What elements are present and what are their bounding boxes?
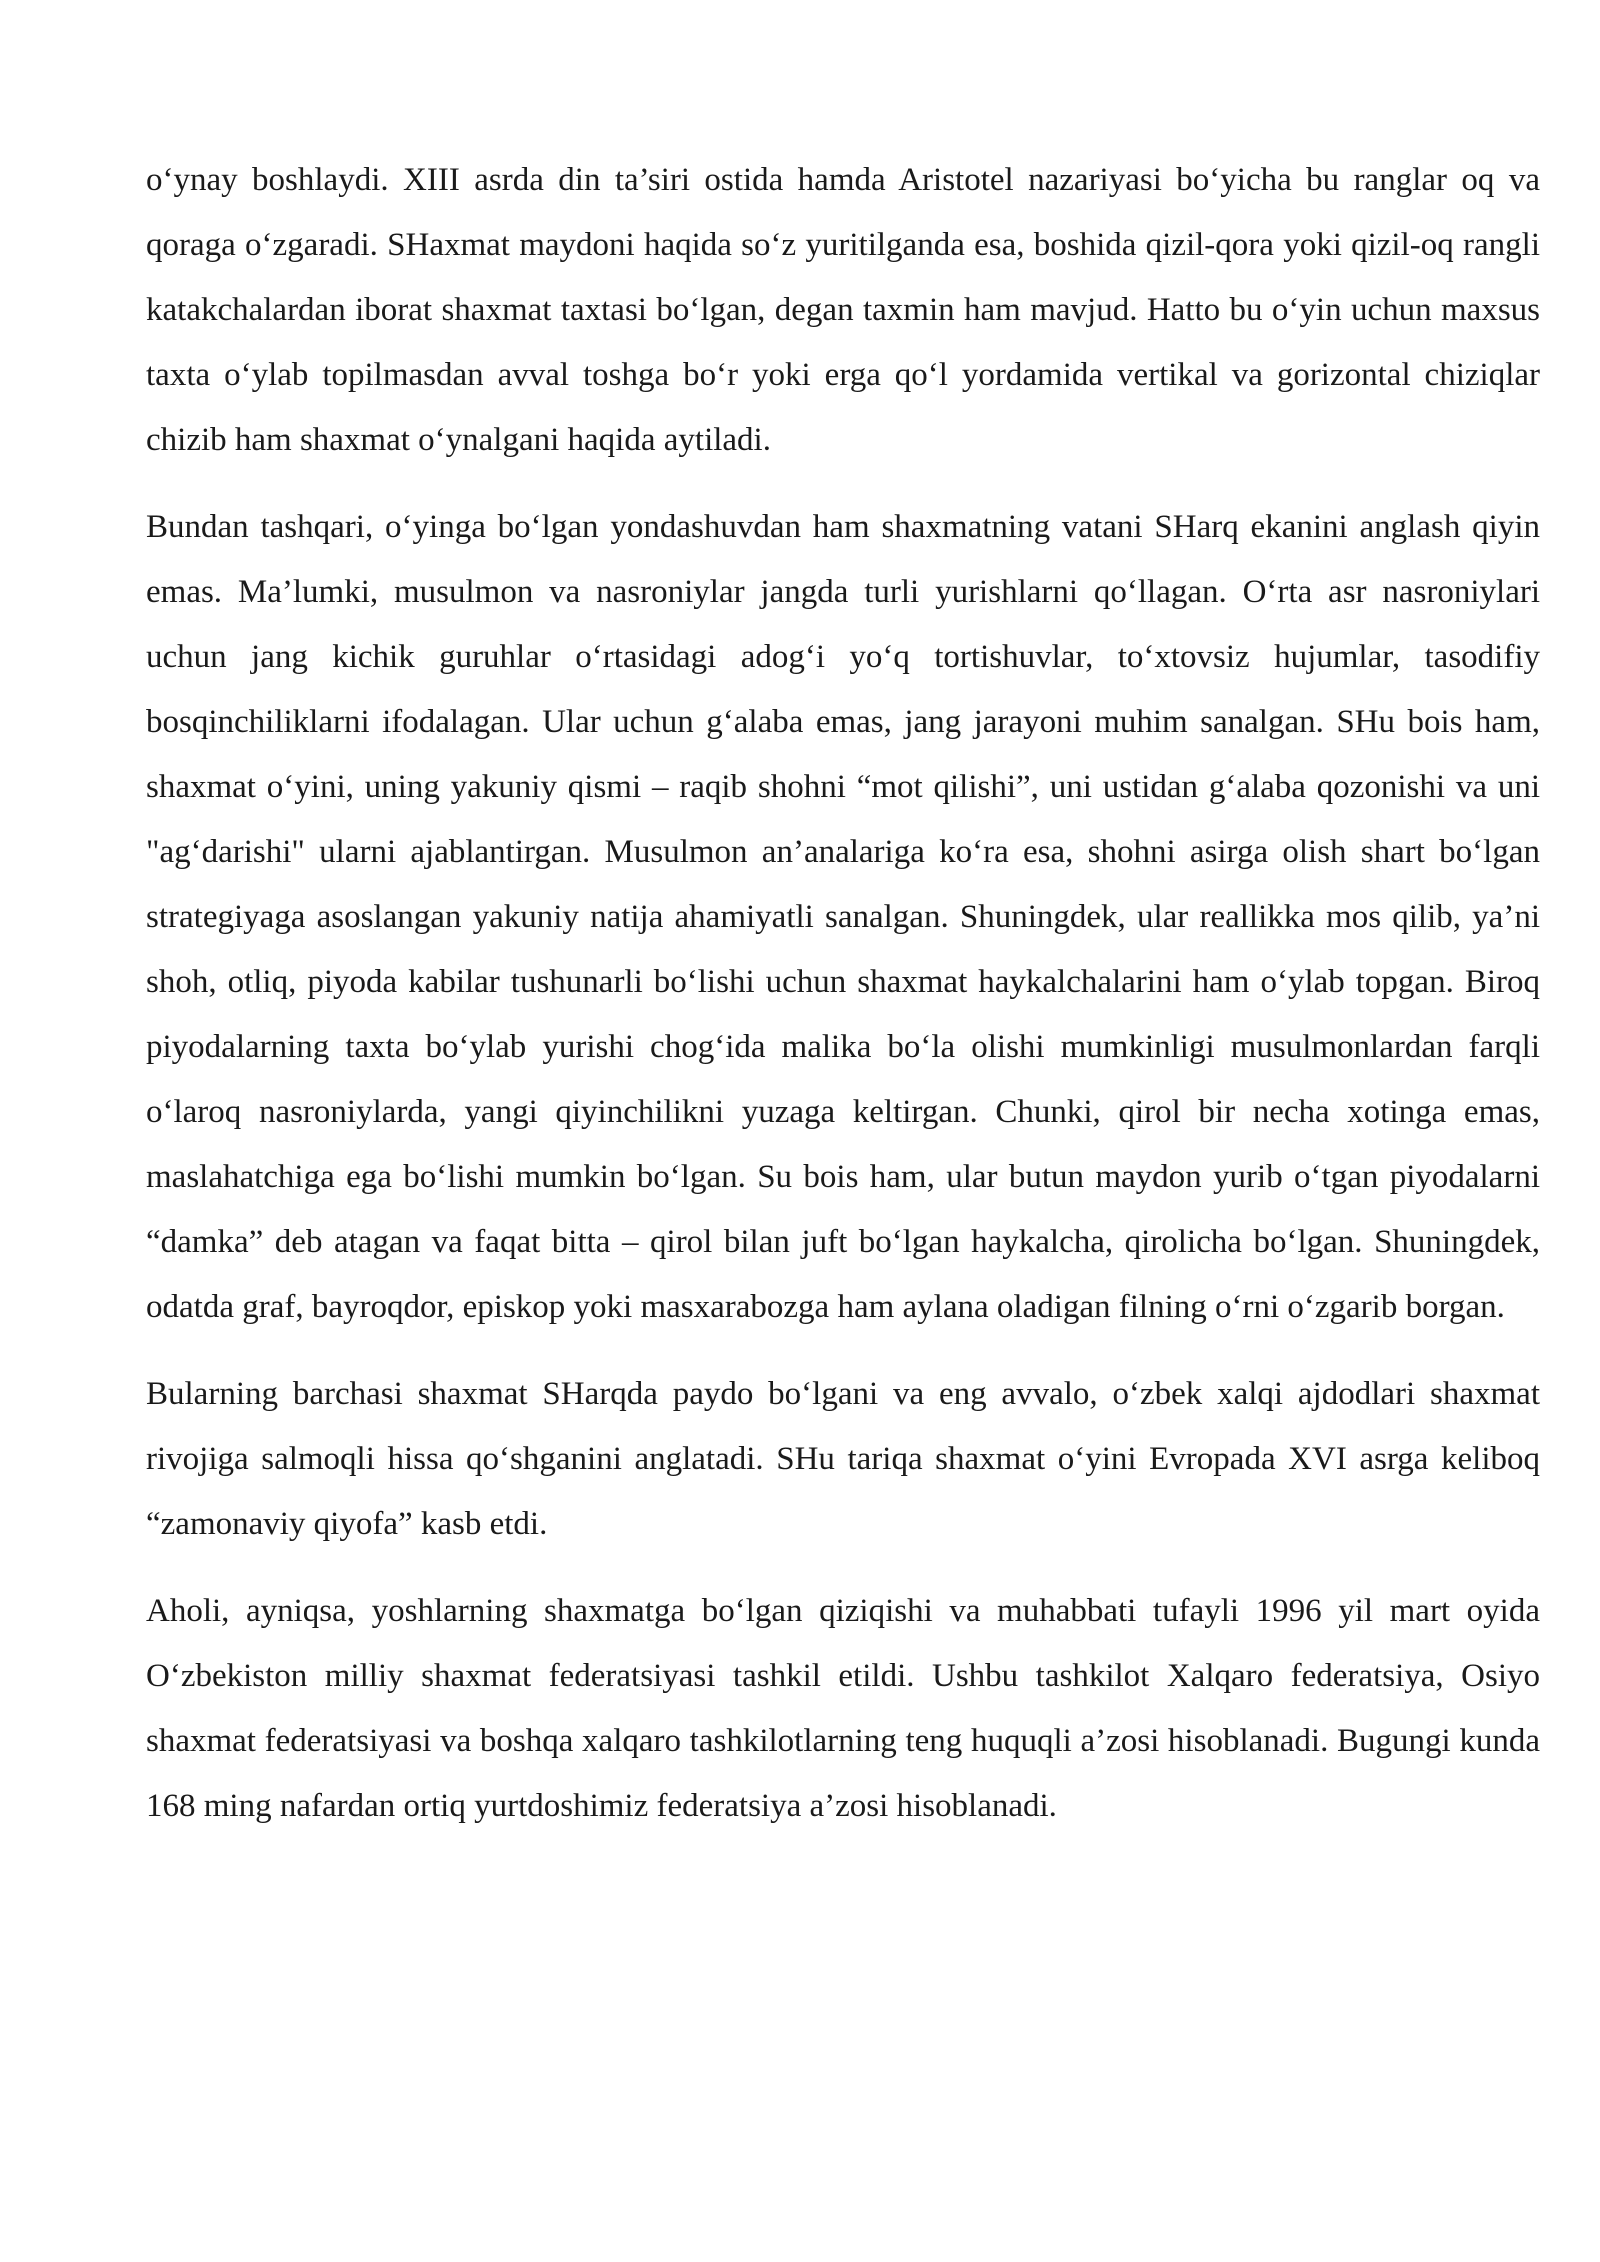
paragraph-1: o‘ynay boshlaydi. XIII asrda din ta’siri ostida hamda Aristotel nazariyasi bo‘yicha bu ranglar oq va qoraga o‘zgaradi. SHaxmat maydoni haqida so‘z yuritilganda esa, boshida qizil-qora yoki qizil-oq rangli katakchalardan iborat shaxmat taxtasi bo‘lgan, degan taxmin ham mavjud. Hatto bu o‘yin uchun maxsus taxta o‘ylab topilmasdan avval toshga bo‘r yoki erga qo‘l yordamida vertikal va gorizontal chiziqlar chizib ham shaxmat o‘ynalgani haqida aytiladi. (146, 162, 1540, 458)
paragraph-4: Aholi, ayniqsa, yoshlarning shaxmatga bo‘lgan qiziqishi va muhabbati tufayli 1996 yil mart oyida O‘zbekiston milliy shaxmat federatsiyasi tashkil etildi. Ushbu tashkilot Xalqaro federatsiya, Osiyo shaxmat federatsiyasi va boshqa xalqaro tashkilotlarning teng huquqli a’zosi hisoblanadi. Bugungi kunda 168 ming nafardan ortiq yurtdoshimiz federatsiya a’zosi hisoblanadi. (146, 1593, 1540, 1824)
document-body (146, 148, 1540, 1861)
paragraph-3: Bularning barchasi shaxmat SHarqda paydo bo‘lgani va eng avvalo, o‘zbek xalqi ajdodlari shaxmat rivojiga salmoqli hissa qo‘shganini anglatadi. SHu tariqa shaxmat o‘yini Evropada XVI asrga keliboq “zamonaviy qiyofa” kasb etdi. (146, 1376, 1540, 1542)
paragraph-2: Bundan tashqari, o‘yinga bo‘lgan yondashuvdan ham shaxmatning vatani SHarq ekanini anglash qiyin emas. Ma’lumki, musulmon va nasroniylar jangda turli yurishlarni qo‘llagan. O‘rta asr nasroniylari uchun jang kichik guruhlar o‘rtasidagi adog‘i yo‘q tortishuvlar, to‘xtovsiz hujumlar, tasodifiy bosqinchiliklarni ifodalagan. Ular uchun g‘alaba emas, jang jarayoni muhim sanalgan. SHu bois ham, shaxmat o‘yini, uning yakuniy qismi – raqib shohni “mot qilishi”, uni ustidan g‘alaba qozonishi va uni "ag‘darishi" ularni ajablantirgan. Musulmon an’analariga ko‘ra esa, shohni asirga olish shart bo‘lgan strategiyaga asoslangan yakuniy natija ahamiyatli sanalgan. Shuningdek, ular reallikka mos qilib, ya’ni shoh, otliq, piyoda kabilar tushunarli bo‘lishi uchun shaxmat haykalchalarini ham o‘ylab topgan. Biroq piyodalarning taxta bo‘ylab yurishi chog‘ida malika bo‘la olishi mumkinligi musulmonlardan farqli o‘laroq nasroniylarda, yangi qiyinchilikni yuzaga keltirgan. Chunki, qirol bir necha xotinga emas, maslahatchiga ega bo‘lishi mumkin bo‘lgan. Su bois ham, ular butun maydon yurib o‘tgan piyodalarni “damka” deb atagan va faqat bitta – qirol bilan juft bo‘lgan haykalcha, qirolicha bo‘lgan. Shuningdek, odatda graf, bayroqdor, episkop yoki masxarabozga ham aylana oladigan filning o‘rni o‘zgarib borgan. (146, 509, 1540, 1325)
